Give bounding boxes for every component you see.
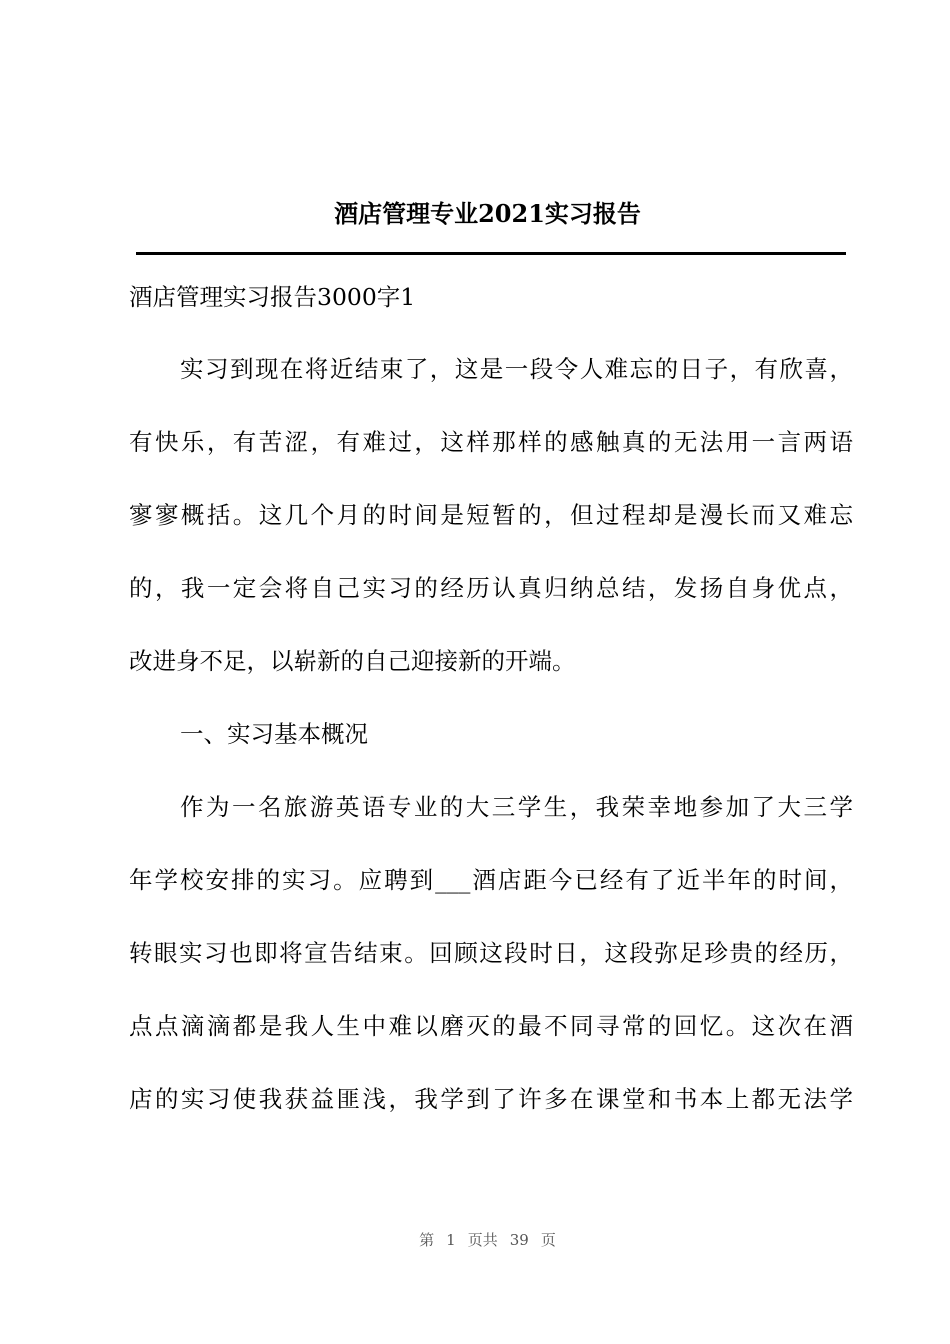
paragraph-line: 店的实习使我获益匪浅，我学到了许多在课堂和书本上都无法学 [129, 1085, 853, 1113]
paragraph-line: 转眼实习也即将宣告结束。回顾这段时日，这段弥足珍贵的经历， [129, 939, 853, 967]
document-subtitle: 酒店管理实习报告3000字1 [129, 283, 416, 311]
paragraph-line: 作为一名旅游英语专业的大三学生，我荣幸地参加了大三学 [180, 793, 853, 821]
paragraph-line: 实习到现在将近结束了，这是一段令人难忘的日子，有欣喜， [180, 355, 853, 383]
footer-page-number: 1 [446, 1231, 456, 1249]
document-title: 酒店管理专业2021实习报告 [334, 199, 641, 228]
paragraph-line: 寥寥概括。这几个月的时间是短暂的，但过程却是漫长而又难忘 [129, 501, 853, 529]
title-divider [136, 252, 846, 255]
paragraph-line: 有快乐，有苦涩，有难过，这样那样的感触真的无法用一言两语 [129, 428, 853, 456]
page-footer [0, 1228, 950, 1252]
paragraph-line: 年学校安排的实习。应聘到___酒店距今已经有了近半年的时间， [129, 866, 853, 894]
paragraph-line: 点点滴滴都是我人生中难以磨灭的最不同寻常的回忆。这次在酒 [129, 1012, 853, 1040]
paragraph-line: 的，我一定会将自己实习的经历认真归纳总结，发扬自身优点， [129, 574, 853, 602]
paragraph-line: 改进身不足，以崭新的自己迎接新的开端。 [129, 647, 576, 675]
footer-page-suffix: 页 [540, 1231, 556, 1249]
footer-page-label: 第 [419, 1231, 435, 1249]
section-heading: 一、实习基本概况 [180, 720, 368, 748]
footer-total-pages: 39 [509, 1231, 529, 1249]
footer-page-of: 页共 [467, 1231, 498, 1249]
